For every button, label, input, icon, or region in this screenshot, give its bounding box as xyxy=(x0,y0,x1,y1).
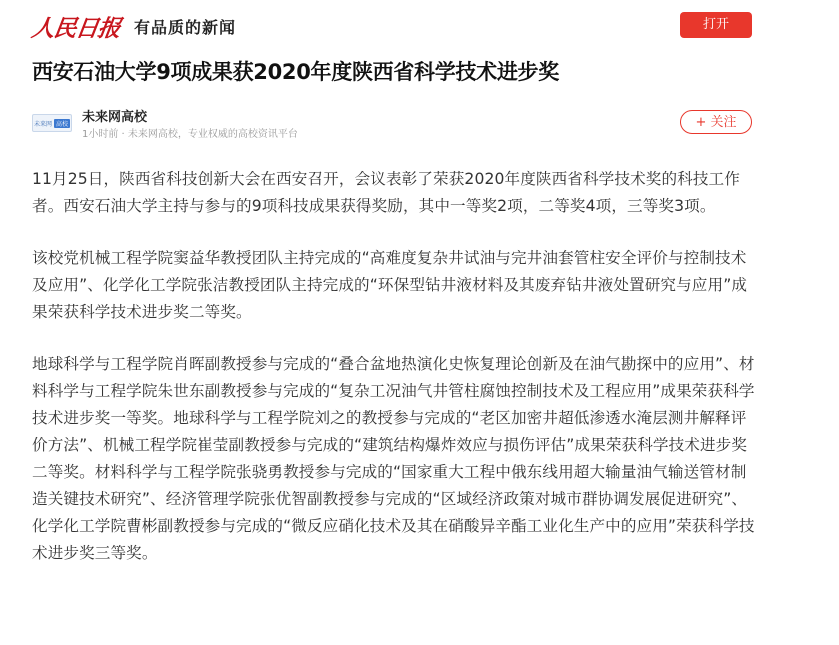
top-bar xyxy=(0,0,839,50)
article-title: 西安石油大学9项成果获2020年度陕西省科学技术进步奖 xyxy=(32,60,559,84)
brand xyxy=(29,10,237,43)
avatar-text: 未来网 xyxy=(33,120,52,128)
follow-button[interactable]: + 关注 xyxy=(680,110,752,134)
people-daily-logo[interactable]: 人民日报 xyxy=(29,15,122,42)
open-app-button[interactable]: 打开 xyxy=(680,12,752,38)
paragraph: 地球科学与工程学院肖晖副教授参与完成的“叠合盆地热演化史恢复理论创新及在油气勘探中的应用”、材料科学与工程学院朱世东副教授参与完成的“复杂工况油气井管柱腐蚀控制技术及工程应用”成果荣获科学技术进步奖一等奖。地球科学与工程学院刘之的教授参与完成的“老区加密井超低渗透水淹层测井解释评价方法”、机械工程学院崔莹副教授参与完成的“建筑结构爆炸效应与损伤评估”成果荣获科学技术进步奖二等奖。材料科学与工程学院张骁勇教授参与完成的“国家重大工程中俄东线用超大输量油气输送管材制造关键技术研究”、经济管理学院张优智副教授参与完成的“区域经济政策对城市群协调发展促进研究”、 化学化工学院曹彬副教授参与完成的“微反应硝化技术及其在硝酸异辛酯工业化生产中的应用”荣获科学技术进步奖三等奖。 xyxy=(32,355,755,562)
avatar-tag: 高校 xyxy=(56,120,69,128)
paragraph: 11月25日，陕西省科技创新大会在西安召开，会议表彰了荣获2020年度陕西省科学技术奖的科技工作者。西安石油大学主持与参与的9项科技成果获得奖励，其中一等奖2项，二等奖4项，三等奖3项。 xyxy=(32,170,740,215)
article-body xyxy=(32,166,762,592)
author-avatar[interactable] xyxy=(32,114,72,132)
article-meta: 1小时前 · 未来网高校，专业权威的高校资讯平台 xyxy=(82,129,298,140)
author-row xyxy=(32,104,754,140)
author-name[interactable]: 未来网高校 xyxy=(82,110,148,125)
paragraph: 该校党机械工程学院窦益华教授团队主持完成的“高难度复杂井试油与完井油套管柱安全评价与控制技术及应用”、化学化工学院张洁教授团队主持完成的“环保型钻井液材料及其废弃钻井液处置研究与应用”成果荣获科学技术进步奖二等奖。 xyxy=(32,249,748,321)
slogan: 有品质的新闻 xyxy=(134,18,237,37)
